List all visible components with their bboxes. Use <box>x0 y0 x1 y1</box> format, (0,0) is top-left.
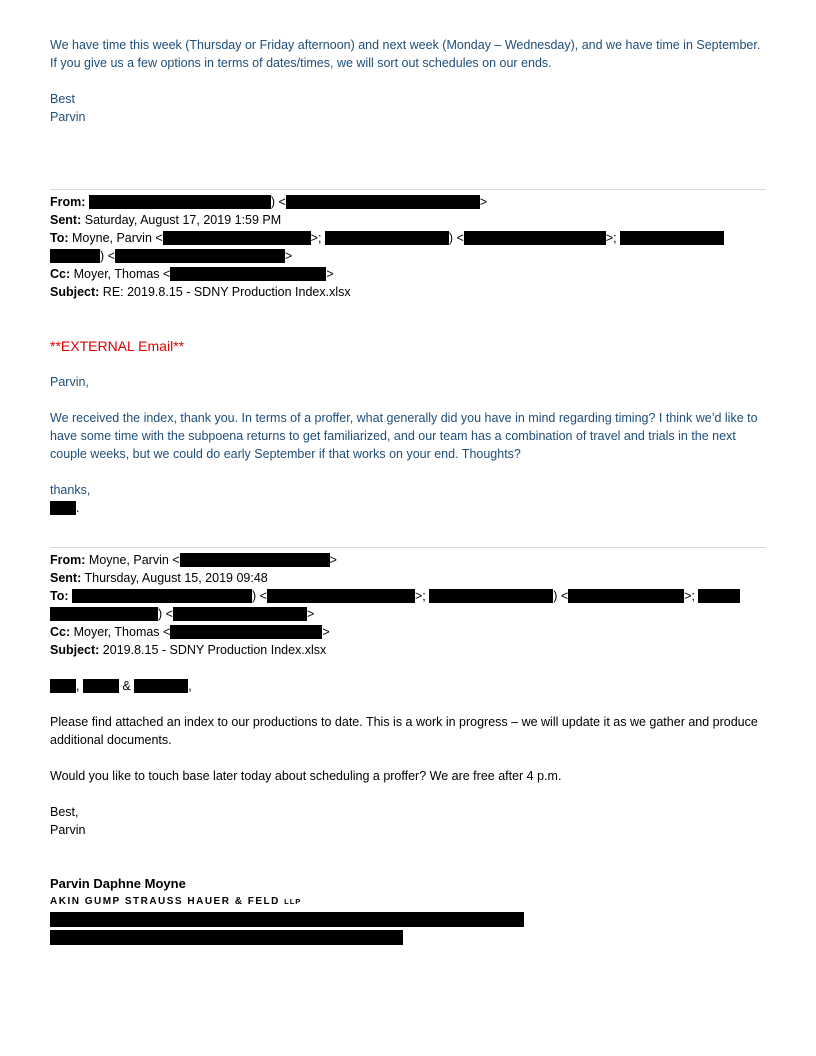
redaction-block <box>173 607 307 621</box>
sent-label: Sent: <box>50 213 82 227</box>
email2-to-line: To: Moyne, Parvin < >; ) < >; <box>50 229 766 247</box>
top-reply <box>50 36 766 126</box>
signature-name: Parvin Daphne Moyne <box>50 876 186 891</box>
email3-greeting: , & , <box>50 677 766 695</box>
top-reply-body: We have time this week (Thursday or Friday afternoon) and next week (Monday – Wednesday), and we have time in September. If you give us a few options in terms of dates/times, we will sort out schedules on our ends. <box>50 38 761 70</box>
redaction-block <box>267 589 415 603</box>
redaction-block <box>163 231 311 245</box>
redaction-block <box>620 231 724 245</box>
redaction-block <box>50 679 76 693</box>
redaction-block <box>115 249 285 263</box>
subject-value: 2019.8.15 - SDNY Production Index.xlsx <box>102 643 327 657</box>
email3-cc-line: Cc: Moyer, Thomas < > <box>50 625 330 639</box>
redaction-block <box>180 553 330 567</box>
email3-body <box>50 677 766 839</box>
firm-name <box>50 893 766 911</box>
external-warning: **EXTERNAL Email** <box>50 338 185 354</box>
email3-body-text-2: Would you like to touch base later today about scheduling a proffer? We are free after 4 p.m. <box>50 769 562 783</box>
email3-sent-line <box>50 569 766 587</box>
to-value: Moyne, Parvin < <box>72 231 163 245</box>
subject-label: Subject: <box>50 643 100 657</box>
email-thread <box>50 36 766 947</box>
redaction-block <box>134 679 188 693</box>
email2-closing: thanks, <box>50 483 91 497</box>
redaction-block <box>429 589 553 603</box>
cc-label: Cc: <box>50 267 71 281</box>
subject-value: RE: 2019.8.15 - SDNY Production Index.xlsx <box>102 285 351 299</box>
email3-header <box>50 551 766 659</box>
to-label: To: <box>50 589 69 603</box>
cc-value: Moyer, Thomas < <box>73 267 171 281</box>
email2-body <box>50 337 766 517</box>
signature-block <box>50 875 766 947</box>
email2-to-line-cont: ) < > <box>50 247 766 265</box>
email2-signer: . <box>50 499 766 517</box>
email2-greeting: Parvin, <box>50 375 89 389</box>
redaction-block <box>50 912 524 927</box>
redaction-block <box>50 501 76 515</box>
email3-from-line: From: Moyne, Parvin < > <box>50 553 337 567</box>
from-label: From: <box>50 553 86 567</box>
redaction-block <box>50 930 403 945</box>
top-reply-closing: Best <box>50 92 76 106</box>
redaction-block <box>568 589 684 603</box>
email3-closing: Best, <box>50 805 79 819</box>
firm-name-text: AKIN GUMP STRAUSS HAUER & FELD <box>50 896 280 907</box>
redaction-block <box>698 589 740 603</box>
from-value: Moyne, Parvin < <box>88 553 180 567</box>
redaction-block <box>83 679 119 693</box>
sent-value: Saturday, August 17, 2019 1:59 PM <box>84 213 282 227</box>
signature-contact-line <box>50 911 766 929</box>
email3-signer: Parvin <box>50 823 86 837</box>
cc-value: Moyer, Thomas < <box>73 625 171 639</box>
redaction-block <box>286 195 480 209</box>
email2-from-line: From: ) < > <box>50 195 488 209</box>
to-label: To: <box>50 231 69 245</box>
redaction-block <box>170 267 326 281</box>
redaction-block <box>89 195 271 209</box>
subject-label: Subject: <box>50 285 100 299</box>
email3-to-line-cont: ) < > <box>50 605 766 623</box>
redaction-block <box>72 589 252 603</box>
redaction-block <box>325 231 449 245</box>
sent-label: Sent: <box>50 571 82 585</box>
email3-body-text-1: Please find attached an index to our productions to date. This is a work in progress – we will update it as we gather and produce additional documents. <box>50 715 758 747</box>
from-label: From: <box>50 195 86 209</box>
top-reply-signer: Parvin <box>50 110 86 124</box>
email2-cc-line: Cc: Moyer, Thomas < > <box>50 267 334 281</box>
redaction-block <box>464 231 606 245</box>
email3-to-line: To: ) < >; ) < >; <box>50 587 766 605</box>
redaction-block <box>50 249 100 263</box>
sent-value: Thursday, August 15, 2019 09:48 <box>84 571 268 585</box>
redaction-block <box>170 625 322 639</box>
email3-subject-line <box>50 641 766 659</box>
email2-body-text: We received the index, thank you. In terms of a proffer, what generally did you have in mind regarding timing? I think we’d like to have some time with the subpoena returns to get familiarized, and our team has a combination of travel and trials in the next couple weeks, but we could do early September if that works on your end. Thoughts? <box>50 411 758 461</box>
email2-header <box>50 193 766 301</box>
firm-suffix: LLP <box>284 897 302 906</box>
email2-sent-line <box>50 211 766 229</box>
cc-label: Cc: <box>50 625 71 639</box>
email2-subject-line <box>50 283 766 301</box>
signature-contact-line <box>50 929 766 947</box>
redaction-block <box>50 607 158 621</box>
